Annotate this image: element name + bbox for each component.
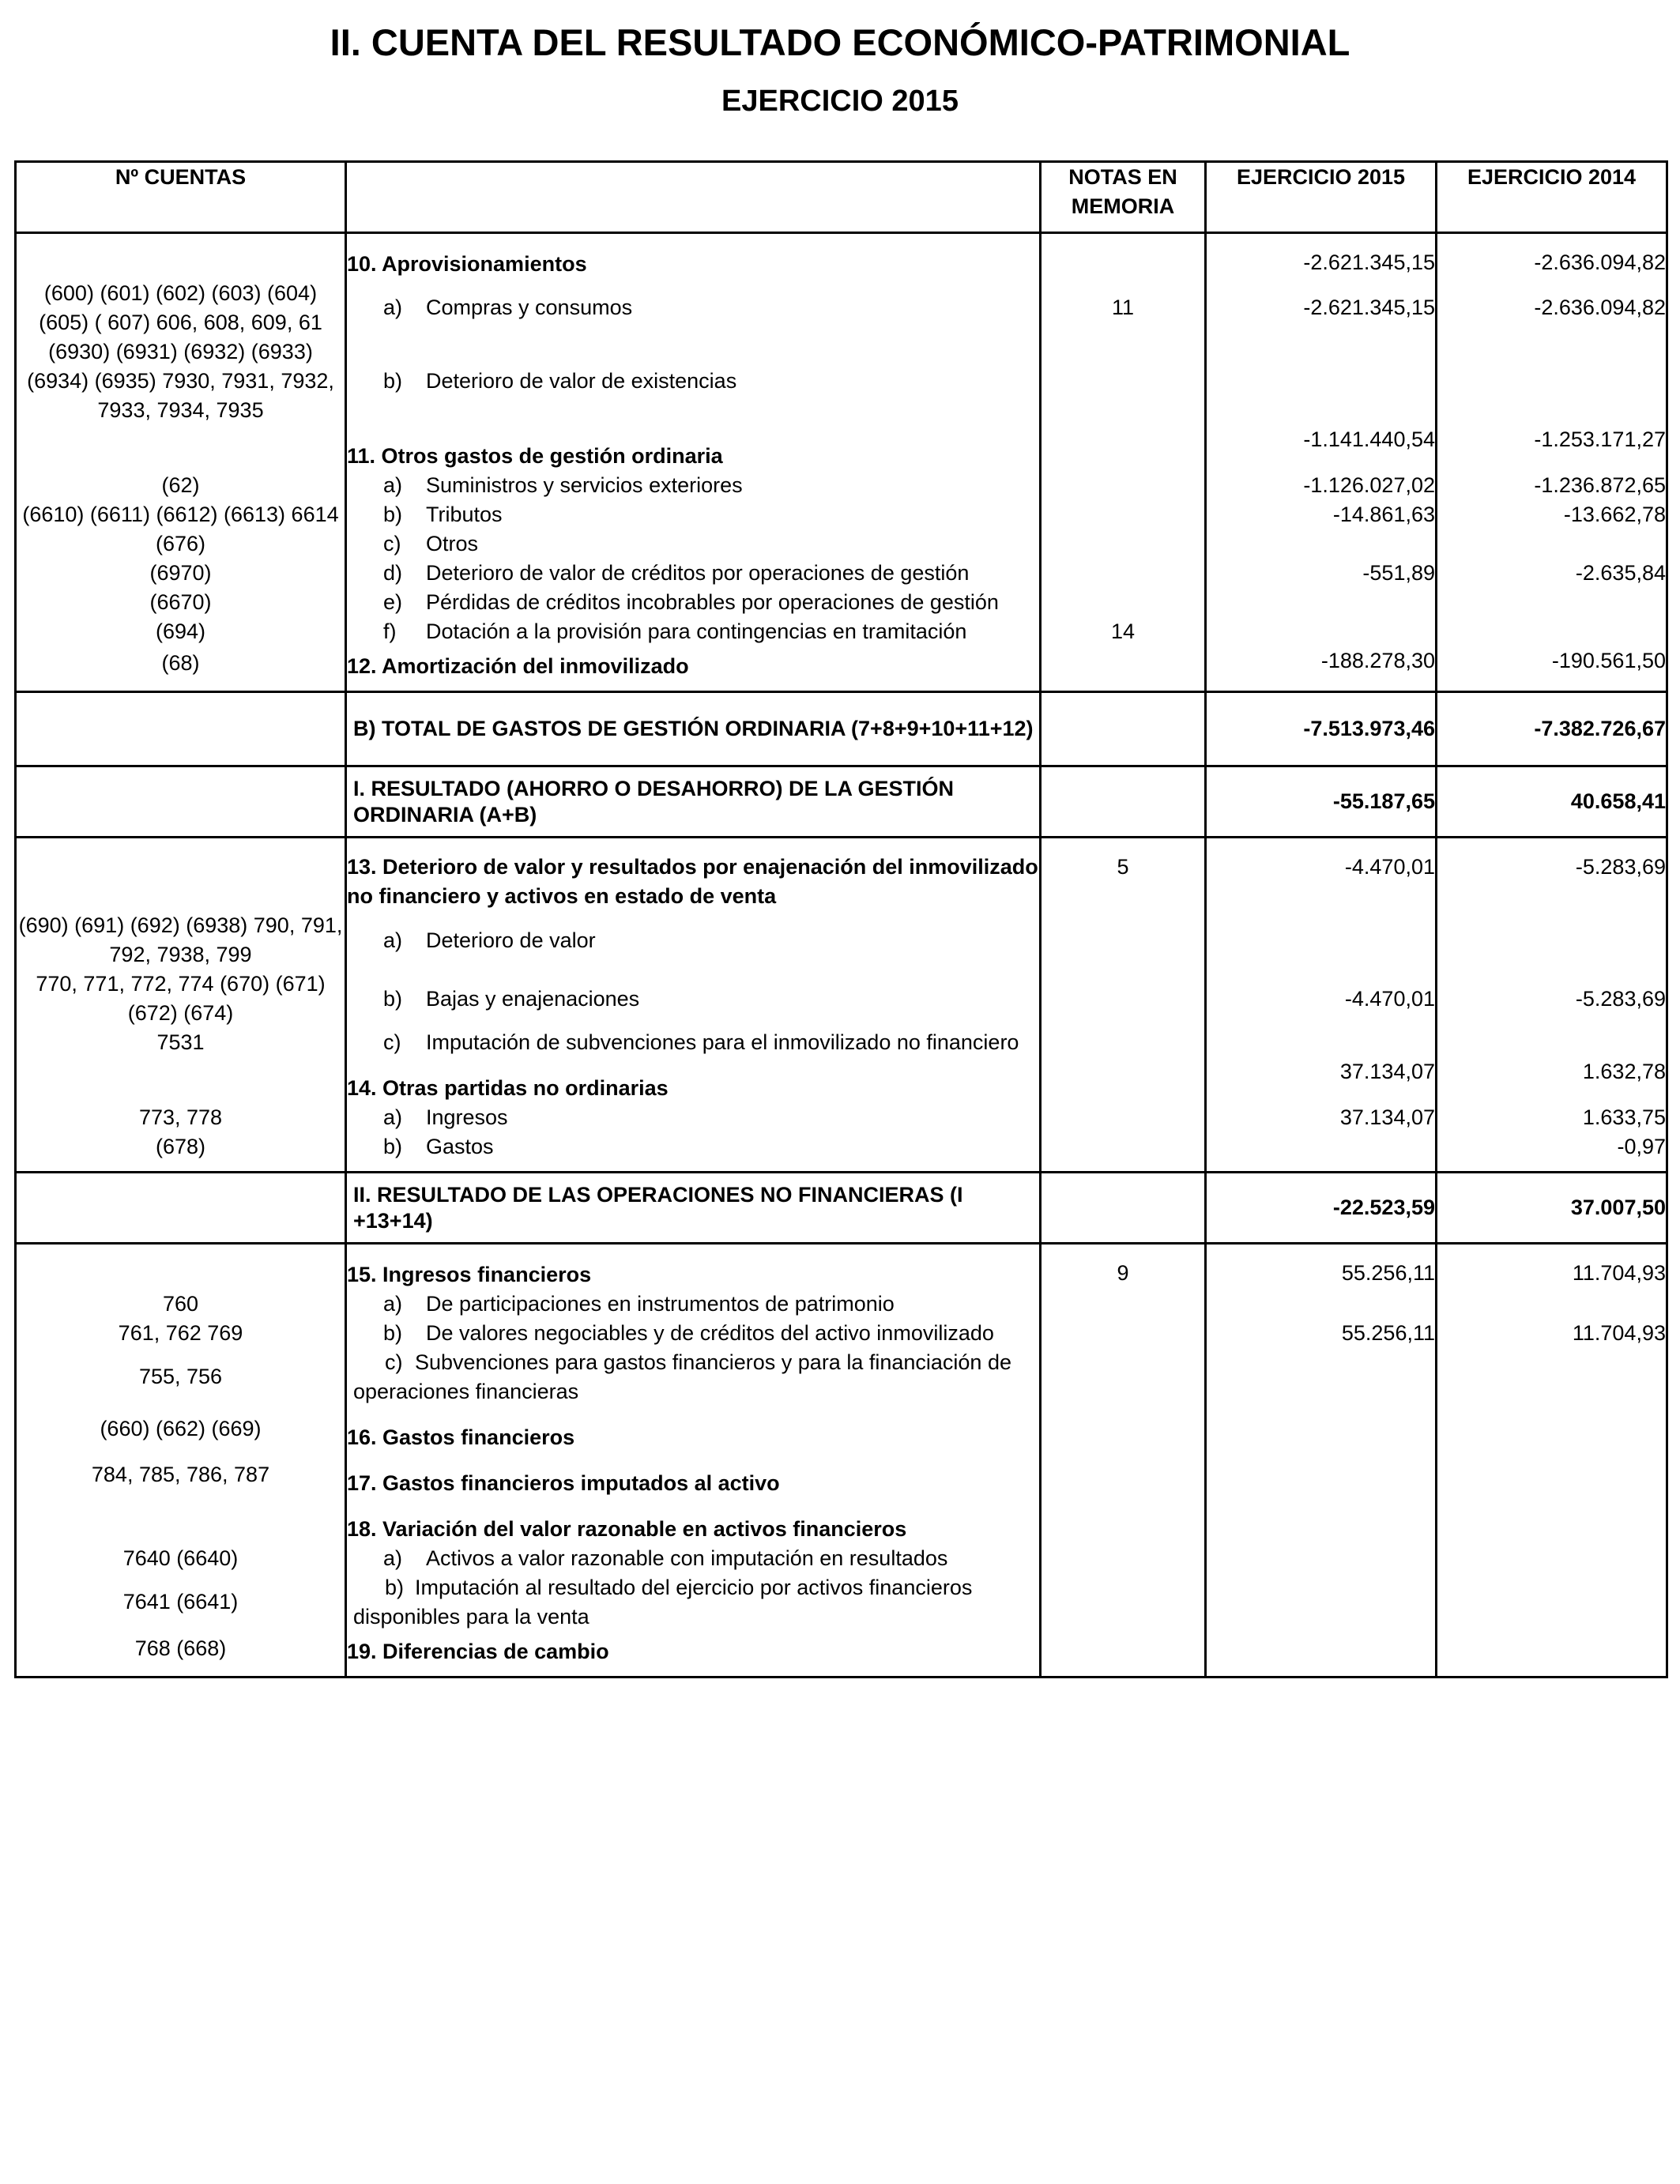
total-b-row xyxy=(16,692,1667,766)
table-row xyxy=(16,425,1667,471)
result-i-2015: -55.187,65 xyxy=(1206,766,1437,838)
memory-note xyxy=(1041,471,1206,500)
line-item-letter: c) xyxy=(383,531,401,555)
amount-2015 xyxy=(1206,529,1437,559)
amount-2014: -2.635,84 xyxy=(1437,559,1667,588)
table-row xyxy=(16,838,1667,912)
amount-2015 xyxy=(1206,1132,1437,1173)
amount-2015: 55.256,11 xyxy=(1206,1244,1437,1290)
account-codes: 755, 756 xyxy=(16,1348,346,1406)
table-cell-note xyxy=(1041,692,1206,766)
section-operating-expenses xyxy=(16,233,1667,692)
memory-note xyxy=(1041,1348,1206,1406)
account-codes: (6970) xyxy=(16,559,346,588)
amount-2015 xyxy=(1206,588,1437,617)
line-item-letter: a) xyxy=(383,1546,403,1570)
account-codes: (694) xyxy=(16,617,346,646)
table-row xyxy=(16,559,1667,588)
line-item-text: Deterioro de valor xyxy=(426,928,596,952)
line-item-letter: d) xyxy=(383,560,403,585)
line-item-description xyxy=(346,1028,1041,1057)
line-item-text: Tributos xyxy=(426,502,503,526)
amount-2015: -14.861,63 xyxy=(1206,500,1437,529)
line-item-text: Deterioro de valor de créditos por operaciones de gestión xyxy=(426,560,970,585)
line-item-text: Ingresos xyxy=(426,1105,508,1129)
table-row xyxy=(16,1406,1667,1452)
amount-2014: -190.561,50 xyxy=(1437,646,1667,692)
table-row xyxy=(16,500,1667,529)
amount-2014 xyxy=(1437,588,1667,617)
account-codes xyxy=(16,838,346,912)
section-financial xyxy=(16,1244,1667,1678)
line-item-description xyxy=(346,1132,1041,1173)
line-item-description xyxy=(346,500,1041,529)
line-item-letter: b) xyxy=(383,1320,403,1345)
line-item-letter: f) xyxy=(383,619,397,643)
memory-note: 14 xyxy=(1041,617,1206,646)
memory-note xyxy=(1041,1452,1206,1498)
memory-note: 9 xyxy=(1041,1244,1206,1290)
line-item-letter: b) xyxy=(383,1135,403,1158)
line-item-letter: c) xyxy=(383,1030,401,1054)
amount-2015 xyxy=(1206,1452,1437,1498)
table-row xyxy=(16,471,1667,500)
line-item-description xyxy=(346,279,1041,337)
amount-2015 xyxy=(1206,1406,1437,1452)
memory-note xyxy=(1041,1132,1206,1173)
line-item-description xyxy=(346,617,1041,646)
amount-2014 xyxy=(1437,1452,1667,1498)
account-codes: (660) (662) (669) xyxy=(16,1406,346,1452)
account-codes: (600) (601) (602) (603) (604) (605) ( 607) 606, 608, 609, 61 xyxy=(16,279,346,337)
line-item-letter: a) xyxy=(383,473,403,497)
amount-2014: -13.662,78 xyxy=(1437,500,1667,529)
account-codes xyxy=(16,425,346,471)
line-item-text: Imputación al resultado del ejercicio por activos financieros disponibles para la venta xyxy=(353,1575,973,1629)
account-codes: 7641 (6641) xyxy=(16,1573,346,1632)
table-row xyxy=(16,1319,1667,1348)
line-item-text: De valores negociables y de créditos del activo inmovilizado xyxy=(426,1320,994,1345)
memory-note xyxy=(1041,500,1206,529)
table-cell-accounts xyxy=(16,766,346,838)
total-b-2014: -7.382.726,67 xyxy=(1437,692,1667,766)
line-item-letter: a) xyxy=(383,928,403,952)
table-row xyxy=(16,337,1667,425)
line-item-description xyxy=(346,1103,1041,1132)
line-item-description xyxy=(346,1348,1041,1406)
result-ii-2015: -22.523,59 xyxy=(1206,1173,1437,1244)
result-i-2014: 40.658,41 xyxy=(1437,766,1667,838)
account-codes xyxy=(16,1498,346,1544)
amount-2015: 37.134,07 xyxy=(1206,1103,1437,1132)
header-year-2014: EJERCICIO 2014 xyxy=(1437,162,1667,233)
memory-note xyxy=(1041,1103,1206,1132)
line-item-description xyxy=(346,588,1041,617)
memory-note xyxy=(1041,1290,1206,1319)
amount-2014 xyxy=(1437,1498,1667,1544)
line-item-text: Imputación de subvenciones para el inmovilizado no financiero xyxy=(426,1030,1019,1054)
account-codes: (62) xyxy=(16,471,346,500)
line-item-letter: a) xyxy=(383,296,403,319)
account-codes xyxy=(16,1244,346,1290)
table-row xyxy=(16,911,1667,970)
account-codes xyxy=(16,1057,346,1103)
table-row xyxy=(16,1028,1667,1057)
line-item-text: Otros xyxy=(426,531,479,555)
amount-2014: -1.236.872,65 xyxy=(1437,471,1667,500)
amount-2014: 1.633,75 xyxy=(1437,1103,1667,1132)
heading-description: 14. Otras partidas no ordinarias xyxy=(346,1057,1041,1103)
result-ii-row xyxy=(16,1173,1667,1244)
memory-note xyxy=(1041,646,1206,692)
line-item-letter: e) xyxy=(383,589,403,614)
total-b-label: B) TOTAL DE GASTOS DE GESTIÓN ORDINARIA (7+8+9+10+11+12) xyxy=(346,692,1041,766)
amount-2015 xyxy=(1206,1290,1437,1319)
memory-note xyxy=(1041,1319,1206,1348)
table-row xyxy=(16,279,1667,337)
account-codes: 770, 771, 772, 774 (670) (671) (672) (674) xyxy=(16,970,346,1028)
account-codes: 7640 (6640) xyxy=(16,1544,346,1573)
amount-2014 xyxy=(1437,1290,1667,1319)
line-item-text: Deterioro de valor de existencias xyxy=(426,368,737,393)
table-row xyxy=(16,1498,1667,1544)
header-year-2015: EJERCICIO 2015 xyxy=(1206,162,1437,233)
account-codes: (6670) xyxy=(16,588,346,617)
memory-note xyxy=(1041,1544,1206,1573)
line-item-letter: b) xyxy=(383,502,403,526)
line-item-description xyxy=(346,970,1041,1028)
table-cell-accounts xyxy=(16,692,346,766)
amount-2014 xyxy=(1437,1348,1667,1406)
memory-note xyxy=(1041,233,1206,279)
line-item-description xyxy=(346,1573,1041,1632)
amount-2014: 11.704,93 xyxy=(1437,1319,1667,1348)
amount-2014: -0,97 xyxy=(1437,1132,1667,1173)
line-item-text: Pérdidas de créditos incobrables por operaciones de gestión xyxy=(426,589,999,614)
memory-note xyxy=(1041,559,1206,588)
memory-note xyxy=(1041,1498,1206,1544)
amount-2014 xyxy=(1437,1544,1667,1573)
amount-2015: -2.621.345,15 xyxy=(1206,233,1437,279)
memory-note xyxy=(1041,1406,1206,1452)
heading-description: 13. Deterioro de valor y resultados por enajenación del inmovilizado no financiero y activos en estado de venta xyxy=(346,838,1041,912)
memory-note xyxy=(1041,911,1206,970)
result-ii-label: II. RESULTADO DE LAS OPERACIONES NO FINANCIERAS (I +13+14) xyxy=(346,1173,1041,1244)
account-codes: (6610) (6611) (6612) (6613) 6614 xyxy=(16,500,346,529)
line-item-letter: b) xyxy=(385,1575,405,1599)
table-row xyxy=(16,1290,1667,1319)
account-codes: (690) (691) (692) (6938) 790, 791, 792, 7938, 799 xyxy=(16,911,346,970)
memory-note xyxy=(1041,1028,1206,1057)
line-item-description xyxy=(346,337,1041,425)
line-item-description xyxy=(346,911,1041,970)
account-codes: (676) xyxy=(16,529,346,559)
memory-note xyxy=(1041,970,1206,1028)
amount-2014: -2.636.094,82 xyxy=(1437,233,1667,279)
table-bottom-border xyxy=(16,1678,1667,1679)
account-codes: (6930) (6931) (6932) (6933) (6934) (6935) 7930, 7931, 7932, 7933, 7934, 7935 xyxy=(16,337,346,425)
account-codes: 784, 785, 786, 787 xyxy=(16,1452,346,1498)
line-item-description xyxy=(346,1319,1041,1348)
memory-note xyxy=(1041,1632,1206,1678)
amount-2015: -1.126.027,02 xyxy=(1206,471,1437,500)
line-item-letter: a) xyxy=(383,1105,403,1129)
table-bottom-line xyxy=(16,1678,1667,1679)
amount-2014 xyxy=(1437,1406,1667,1452)
header-description xyxy=(346,162,1041,233)
memory-note xyxy=(1041,1057,1206,1103)
amount-2015 xyxy=(1206,617,1437,646)
line-item-letter: c) xyxy=(385,1350,403,1374)
amount-2014: -1.253.171,27 xyxy=(1437,425,1667,471)
amount-2015: -188.278,30 xyxy=(1206,646,1437,692)
amount-2015: 37.134,07 xyxy=(1206,1057,1437,1103)
table-row xyxy=(16,1348,1667,1406)
heading-description: 18. Variación del valor razonable en activos financieros xyxy=(346,1498,1041,1544)
table-row xyxy=(16,646,1667,692)
amount-2015 xyxy=(1206,1573,1437,1632)
amount-2014 xyxy=(1437,337,1667,425)
heading-description: 15. Ingresos financieros xyxy=(346,1244,1041,1290)
amount-2014 xyxy=(1437,1028,1667,1057)
result-i-row xyxy=(16,766,1667,838)
table-row xyxy=(16,233,1667,279)
table-row xyxy=(16,617,1667,646)
amount-2015 xyxy=(1206,911,1437,970)
table-row xyxy=(16,970,1667,1028)
table-row xyxy=(16,1244,1667,1290)
amount-2015: 55.256,11 xyxy=(1206,1319,1437,1348)
line-item-letter: a) xyxy=(383,1291,403,1316)
memory-note xyxy=(1041,337,1206,425)
header-notes: NOTAS EN MEMORIA xyxy=(1041,162,1206,233)
table-row xyxy=(16,1544,1667,1573)
line-item-description xyxy=(346,471,1041,500)
memory-note: 11 xyxy=(1041,279,1206,337)
amount-2014 xyxy=(1437,1632,1667,1678)
account-codes xyxy=(16,233,346,279)
table-row xyxy=(16,588,1667,617)
table-row xyxy=(16,1452,1667,1498)
amount-2014: 1.632,78 xyxy=(1437,1057,1667,1103)
amount-2015 xyxy=(1206,1498,1437,1544)
memory-note xyxy=(1041,588,1206,617)
table-row xyxy=(16,1573,1667,1632)
line-item-text: Dotación a la provisión para contingencias en tramitación xyxy=(426,619,967,643)
account-codes: 768 (668) xyxy=(16,1632,346,1678)
amount-2015: -2.621.345,15 xyxy=(1206,279,1437,337)
line-item-letter: b) xyxy=(383,368,403,393)
result-ii-2014: 37.007,50 xyxy=(1437,1173,1667,1244)
amount-2014: 11.704,93 xyxy=(1437,1244,1667,1290)
amount-2015 xyxy=(1206,1028,1437,1057)
amount-2014: -5.283,69 xyxy=(1437,970,1667,1028)
amount-2014: -2.636.094,82 xyxy=(1437,279,1667,337)
heading-description: 12. Amortización del inmovilizado xyxy=(346,646,1041,692)
line-item-text: Gastos xyxy=(426,1135,494,1158)
table-row xyxy=(16,529,1667,559)
heading-description: 19. Diferencias de cambio xyxy=(346,1632,1041,1678)
amount-2015: -1.141.440,54 xyxy=(1206,425,1437,471)
total-b-2015: -7.513.973,46 xyxy=(1206,692,1437,766)
heading-description: 10. Aprovisionamientos xyxy=(346,233,1041,279)
amount-2015 xyxy=(1206,1348,1437,1406)
amount-2015 xyxy=(1206,1544,1437,1573)
line-item-text: Bajas y enajenaciones xyxy=(426,986,640,1011)
table-row xyxy=(16,1632,1667,1678)
page-title: II. CUENTA DEL RESULTADO ECONÓMICO-PATRIMONIAL xyxy=(330,21,1350,63)
heading-description: 17. Gastos financieros imputados al activo xyxy=(346,1452,1041,1498)
account-codes: 761, 762 769 xyxy=(16,1319,346,1348)
amount-2014 xyxy=(1437,529,1667,559)
result-i-label: I. RESULTADO (AHORRO O DESAHORRO) DE LA GESTIÓN ORDINARIA (A+B) xyxy=(346,766,1041,838)
line-item-description xyxy=(346,529,1041,559)
line-item-text: Compras y consumos xyxy=(426,296,633,319)
table-cell-accounts xyxy=(16,1173,346,1244)
amount-2015 xyxy=(1206,1632,1437,1678)
memory-note: 5 xyxy=(1041,838,1206,912)
header-accounts: Nº CUENTAS xyxy=(16,162,346,233)
table-row xyxy=(16,1103,1667,1132)
line-item-text: Suministros y servicios exteriores xyxy=(426,473,743,497)
line-item-letter: b) xyxy=(383,986,403,1011)
amount-2015: -4.470,01 xyxy=(1206,970,1437,1028)
line-item-text: Subvenciones para gastos financieros y para la financiación de operaciones financieras xyxy=(353,1350,1011,1403)
amount-2014 xyxy=(1437,1573,1667,1632)
account-codes: 760 xyxy=(16,1290,346,1319)
line-item-description xyxy=(346,1290,1041,1319)
memory-note xyxy=(1041,425,1206,471)
heading-description: 16. Gastos financieros xyxy=(346,1406,1041,1452)
account-codes: 7531 xyxy=(16,1028,346,1057)
line-item-text: De participaciones en instrumentos de patrimonio xyxy=(426,1291,895,1316)
amount-2014 xyxy=(1437,617,1667,646)
account-codes: 773, 778 xyxy=(16,1103,346,1132)
amount-2015: -551,89 xyxy=(1206,559,1437,588)
account-codes: (68) xyxy=(16,646,346,692)
table-cell-note xyxy=(1041,1173,1206,1244)
table-header-row xyxy=(16,162,1667,233)
memory-note xyxy=(1041,529,1206,559)
heading-description: 11. Otros gastos de gestión ordinaria xyxy=(346,425,1041,471)
amount-2014: -5.283,69 xyxy=(1437,838,1667,912)
line-item-description xyxy=(346,559,1041,588)
section-non-ordinary xyxy=(16,838,1667,1173)
line-item-description xyxy=(346,1544,1041,1573)
line-item-text: Activos a valor razonable con imputación en resultados xyxy=(426,1546,948,1570)
amount-2014 xyxy=(1437,911,1667,970)
table-cell-note xyxy=(1041,766,1206,838)
table-row xyxy=(16,1057,1667,1103)
table-row xyxy=(16,1132,1667,1173)
amount-2015 xyxy=(1206,337,1437,425)
income-statement-table xyxy=(14,160,1668,1678)
memory-note xyxy=(1041,1573,1206,1632)
page-subtitle: EJERCICIO 2015 xyxy=(721,85,959,118)
account-codes: (678) xyxy=(16,1132,346,1173)
amount-2015: -4.470,01 xyxy=(1206,838,1437,912)
